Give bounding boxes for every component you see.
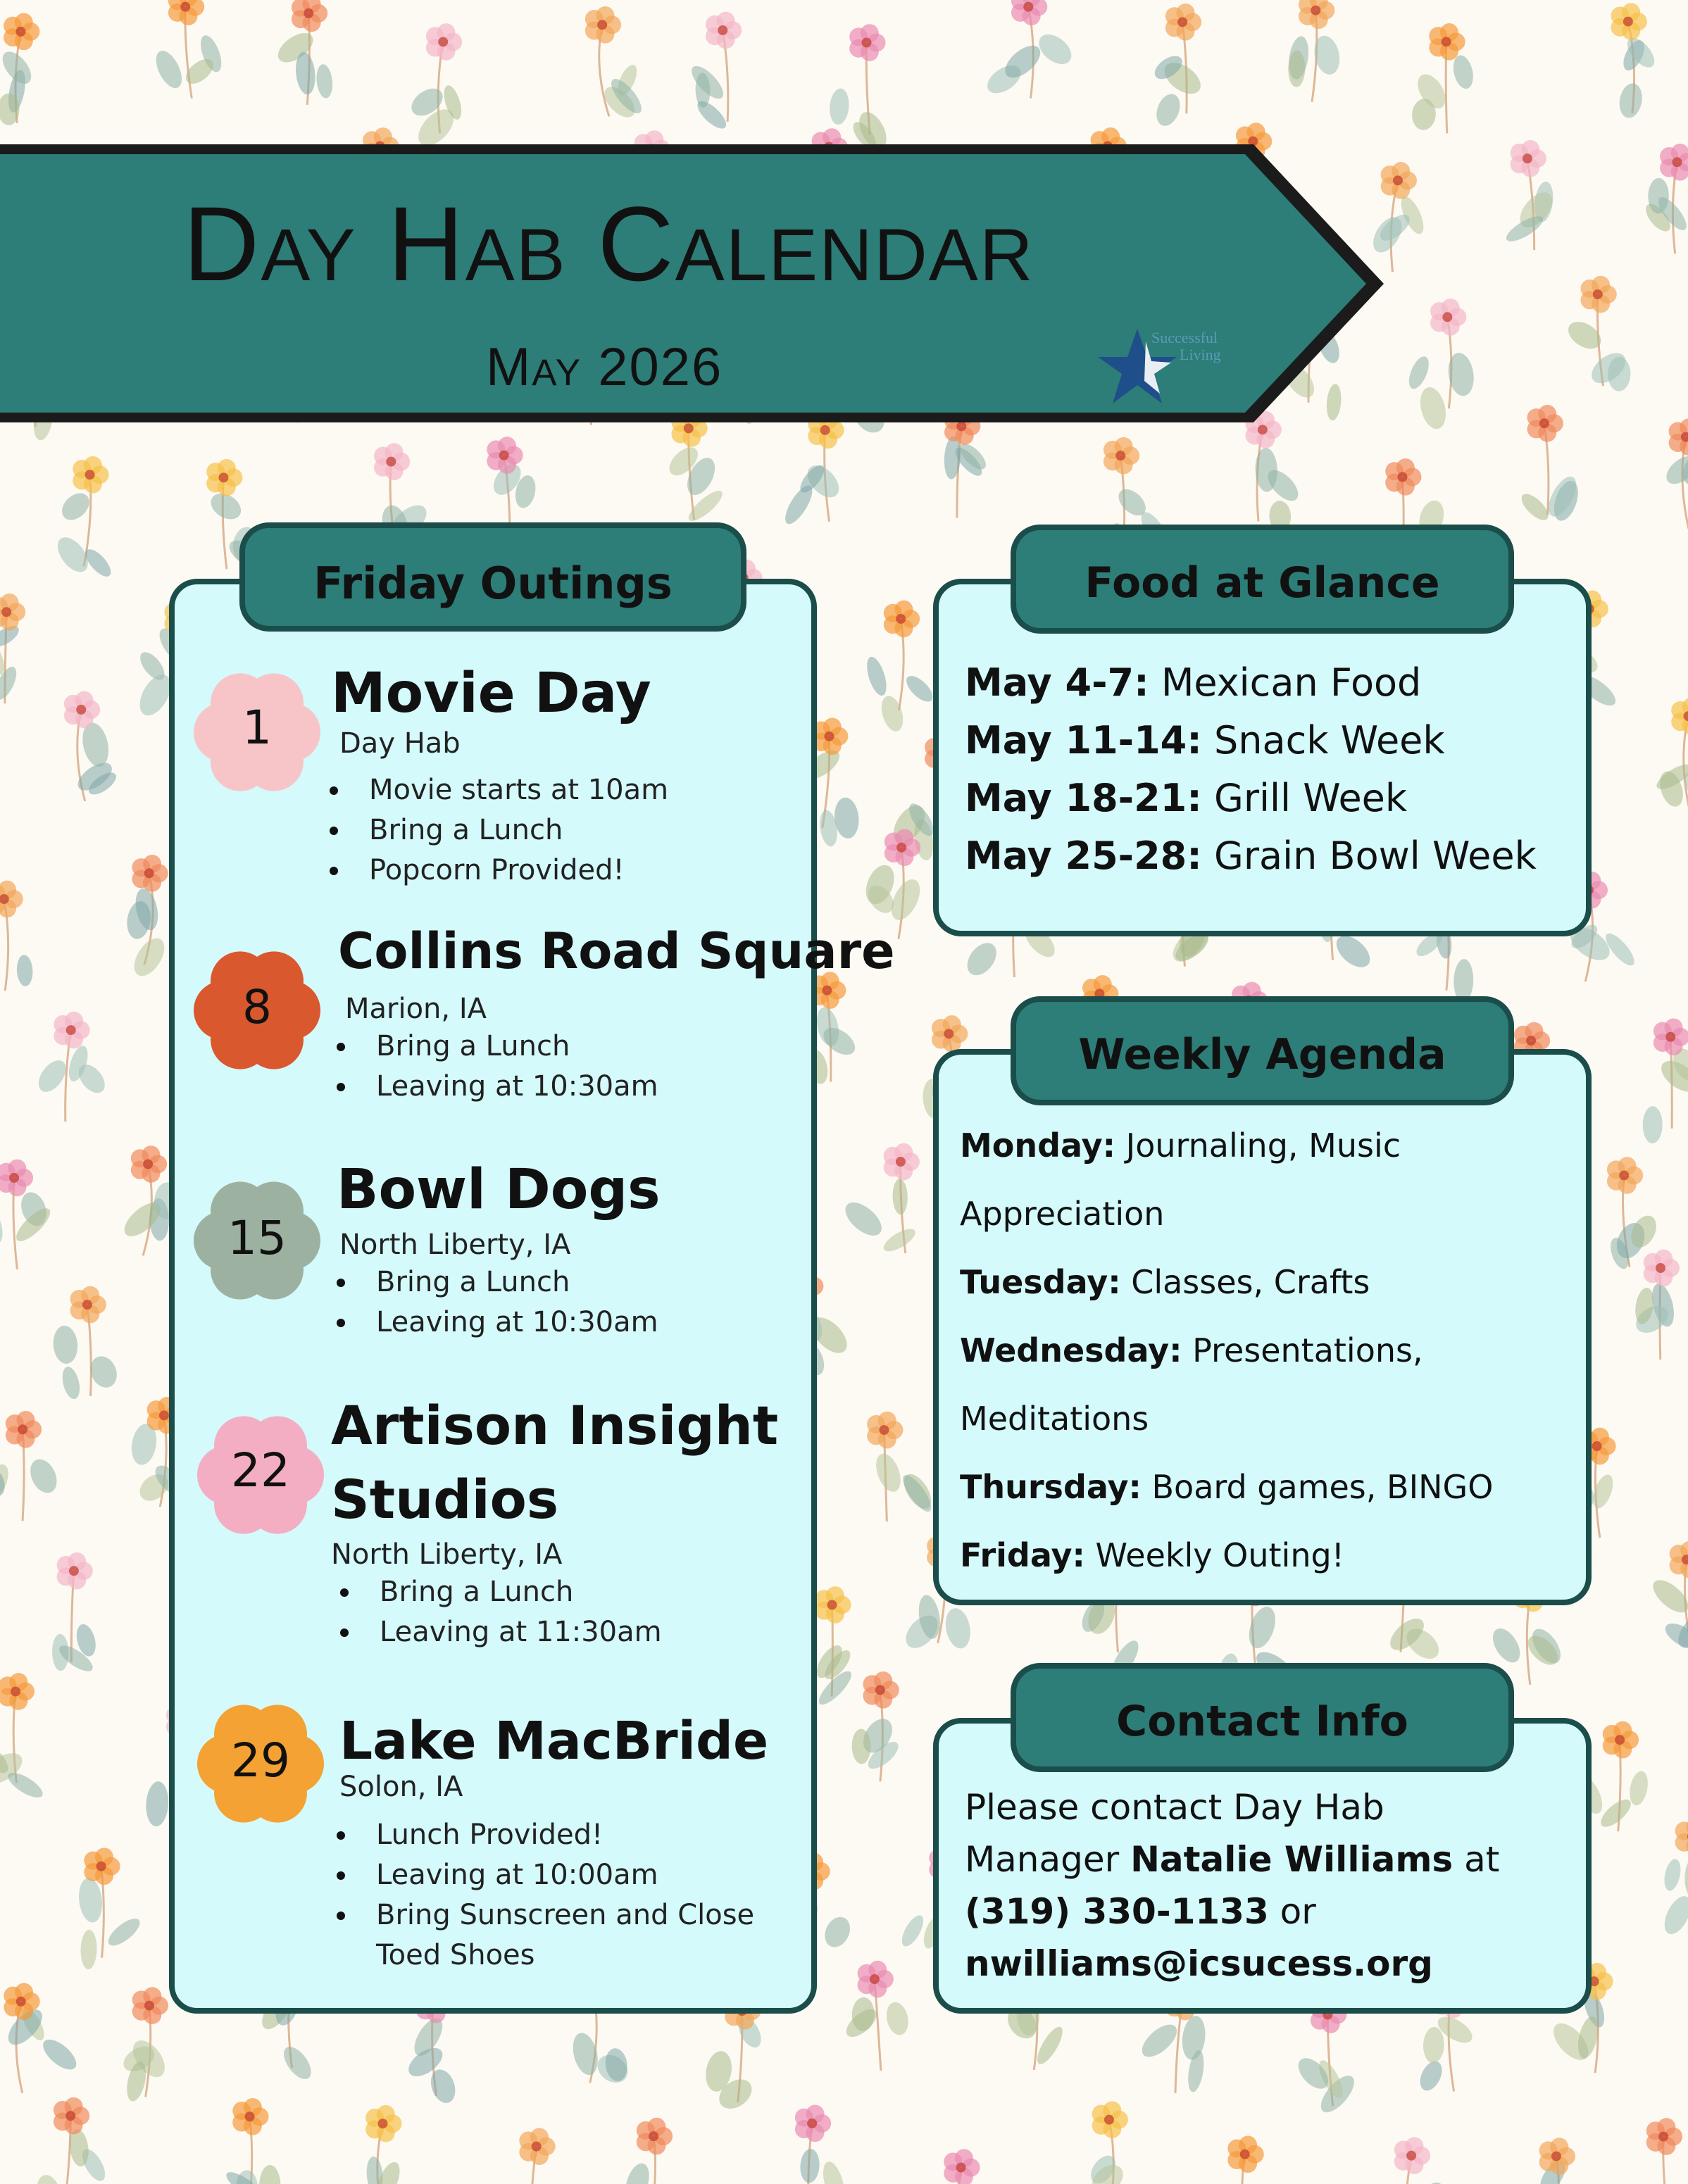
outing-detail: Bring a Lunch	[331, 1027, 658, 1067]
outing-detail: Leaving at 10:30am	[331, 1067, 658, 1107]
leaf-decoration	[1589, 1472, 1617, 1511]
outing-detail: Movie starts at 10am	[324, 770, 668, 810]
contact-prefix: Manager	[965, 1839, 1131, 1880]
food-text: Grill Week	[1201, 776, 1408, 820]
leaf-decoration	[1617, 82, 1645, 120]
flower-decoration	[1526, 1036, 1536, 1046]
flower-decoration	[76, 705, 86, 715]
food-item	[965, 834, 1537, 878]
flower-decoration	[1656, 1263, 1665, 1273]
outing-location: North Liberty, IA	[331, 1538, 563, 1571]
flower-decoration	[820, 425, 830, 435]
flower-decoration	[65, 2111, 75, 2121]
leaf-decoration	[1450, 54, 1476, 91]
food-heading: Food at Glance	[1084, 558, 1440, 608]
leaf-decoration	[1416, 384, 1450, 432]
leaf-decoration	[4, 1768, 46, 1802]
leaf-decoration	[819, 2159, 848, 2184]
leaf-decoration	[59, 1365, 82, 1401]
leaf-decoration	[1596, 1795, 1635, 1831]
flower-decoration	[1393, 175, 1403, 185]
leaf-decoration	[1659, 1892, 1688, 1938]
leaf-decoration	[892, 1179, 908, 1215]
leaf-decoration	[1610, 2180, 1647, 2184]
flower-decoration	[597, 20, 607, 30]
flower-decoration	[85, 470, 95, 479]
outing-detail: Leaving at 10:30am	[331, 1303, 658, 1343]
leaf-decoration	[942, 1606, 973, 1650]
flower-decoration	[11, 1686, 20, 1696]
friday-outings-heading: Friday Outings	[313, 558, 673, 609]
flower-decoration	[245, 2111, 255, 2121]
contact-suffix: or	[1268, 1891, 1316, 1932]
leaf-decoration	[902, 672, 937, 706]
agenda-tab	[1011, 996, 1514, 1105]
outing-detail-continued: Toed Shoes	[376, 1939, 535, 1971]
flower-decoration	[862, 38, 872, 48]
outing-title: Lake MacBride	[339, 1711, 769, 1771]
outing-location: Day Hab	[339, 727, 461, 760]
flower-decoration	[1551, 2152, 1561, 2161]
flower-decoration	[96, 1862, 106, 1871]
leaf-decoration	[38, 2034, 81, 2075]
flower-decoration	[1539, 418, 1549, 428]
agenda-friday	[960, 1536, 1344, 1574]
leaf-decoration	[1642, 1106, 1663, 1143]
flower-decoration	[956, 2163, 966, 2173]
flower-decoration	[944, 1029, 954, 1038]
flower-decoration	[870, 1974, 880, 1984]
flower-decoration	[69, 1566, 79, 1576]
leaf-decoration	[898, 1912, 927, 1950]
food-text: Grain Bowl Week	[1201, 834, 1537, 878]
flower-decoration	[827, 1600, 837, 1609]
flower-decoration	[1592, 1441, 1602, 1451]
flower-decoration	[1177, 17, 1187, 27]
leaf-decoration	[621, 2161, 653, 2184]
outing-details	[335, 1572, 662, 1652]
agenda-heading: Weekly Agenda	[1078, 1030, 1446, 1079]
flower-decoration	[304, 8, 313, 18]
flower-decoration	[896, 614, 906, 624]
flower-decoration	[896, 843, 906, 853]
outing-title: Collins Road Square	[338, 922, 895, 980]
leaf-decoration	[427, 2066, 460, 2107]
flower-decoration	[1442, 37, 1451, 46]
flower-decoration	[879, 1425, 889, 1435]
outing-title: Movie Day	[331, 662, 651, 725]
flower-decoration	[1311, 6, 1320, 15]
food-dates: May 25-28:	[965, 834, 1202, 878]
leaf-decoration	[961, 938, 1002, 981]
flower-decoration	[386, 457, 396, 467]
flower-decoration	[1240, 2150, 1250, 2159]
leaf-decoration	[1415, 2058, 1446, 2095]
flower-decoration	[66, 1025, 76, 1035]
leaf-decoration	[16, 955, 34, 987]
outing-day-number: 15	[227, 1211, 287, 1265]
leaf-decoration	[693, 97, 730, 133]
flower-decoration	[1442, 312, 1452, 322]
leaf-decoration	[315, 63, 334, 99]
flower-decoration	[718, 25, 727, 35]
outing-location: North Liberty, IA	[339, 1229, 571, 1261]
flower-decoration	[1258, 425, 1268, 434]
agenda-activities: Classes, Crafts	[1120, 1263, 1370, 1301]
flower-decoration	[1, 607, 11, 617]
contact-heading: Contact Info	[1116, 1697, 1408, 1746]
leaf-decoration	[1244, 1603, 1280, 1652]
leaf-decoration	[1423, 2026, 1445, 2063]
leaf-decoration	[884, 2000, 911, 2038]
agenda-activities: Journaling, Music	[1115, 1126, 1401, 1165]
agenda-thursday	[960, 1468, 1493, 1506]
agenda-wednesday	[960, 1331, 1423, 1369]
flower-decoration	[377, 2119, 387, 2128]
leaf-decoration	[820, 1913, 855, 1952]
outing-location: Solon, IA	[339, 1771, 463, 1803]
outing-title-continued: Studios	[331, 1468, 559, 1531]
leaf-decoration	[52, 1325, 80, 1365]
page-subtitle: May 2026	[486, 337, 723, 397]
flower-decoration	[1104, 2115, 1114, 2125]
outing-detail: Bring a Lunch	[335, 1572, 662, 1612]
leaf-decoration	[80, 1929, 97, 1969]
email-address[interactable]: nwilliams@icsucess.org	[965, 1943, 1433, 1984]
leaf-decoration	[259, 2165, 280, 2184]
flower-decoration	[144, 2001, 154, 2011]
leaf-decoration	[145, 1781, 170, 1827]
flower-decoration	[1665, 1032, 1675, 1042]
leaf-decoration	[828, 88, 850, 126]
leaf-decoration	[1627, 1769, 1650, 1807]
friday-outings-tab	[239, 522, 746, 632]
leaf-decoration	[863, 655, 891, 698]
food-dates: May 4-7:	[965, 660, 1149, 705]
flower-decoration	[807, 2119, 817, 2128]
leaf-decoration	[1684, 1857, 1688, 1900]
outing-detail: Lunch Provided!	[331, 1815, 754, 1855]
leaf-decoration	[1648, 1574, 1688, 1619]
leaf-decoration	[1137, 2019, 1182, 2062]
contact-suffix: at	[1453, 1839, 1500, 1880]
leaf-decoration	[1662, 1857, 1683, 1892]
flower-decoration	[180, 2, 190, 12]
leaf-decoration	[1213, 2180, 1254, 2184]
agenda-wednesday-continued: Meditations	[960, 1400, 1149, 1438]
leaf-decoration	[25, 1455, 62, 1497]
flower-decoration	[1615, 1735, 1625, 1745]
flower-decoration	[1658, 2132, 1668, 2142]
leaf-decoration	[1405, 353, 1433, 391]
leaf-decoration	[877, 694, 906, 734]
contact-text	[965, 1839, 1499, 1880]
flower-decoration	[1406, 2151, 1416, 2161]
flower-decoration	[1619, 1170, 1629, 1180]
contact-text	[965, 1891, 1316, 1932]
flower-decoration	[82, 1300, 92, 1310]
leaf-decoration	[57, 488, 95, 525]
flower-decoration	[499, 451, 509, 460]
food-dates: May 18-21:	[965, 776, 1202, 820]
flower-decoration	[649, 2131, 658, 2141]
food-tab	[1011, 525, 1514, 634]
outing-location: Marion, IA	[345, 993, 487, 1025]
leaf-decoration	[151, 47, 187, 92]
flower-decoration	[144, 868, 154, 878]
outing-day-number: 1	[242, 701, 272, 755]
leaf-decoration	[1180, 2014, 1208, 2061]
leaf-decoration	[799, 2148, 820, 2183]
food-dates: May 11-14:	[965, 718, 1202, 762]
food-text: Snack Week	[1201, 718, 1445, 762]
agenda-day-label: Tuesday:	[960, 1263, 1121, 1301]
outing-title: Bowl Dogs	[337, 1158, 661, 1222]
outing-detail: Bring a Lunch	[324, 810, 668, 851]
leaf-decoration	[839, 1196, 887, 1242]
email-link[interactable]	[965, 1943, 1433, 1984]
flower-decoration	[532, 2142, 542, 2152]
manager-name: Natalie Williams	[1130, 1839, 1453, 1880]
flower-decoration	[875, 1685, 885, 1695]
food-text: Mexican Food	[1149, 660, 1422, 705]
food-item	[965, 660, 1421, 705]
outing-details	[331, 1815, 754, 1976]
flower-decoration	[1023, 2, 1033, 12]
flower-decoration	[1623, 17, 1633, 27]
leaf-decoration	[1033, 28, 1077, 70]
contact-text: Please contact Day Hab	[965, 1787, 1384, 1828]
agenda-activities: Board games, BINGO	[1141, 1468, 1494, 1506]
flower-decoration	[15, 27, 25, 37]
flower-decoration	[824, 732, 834, 741]
outing-details	[324, 770, 668, 891]
flower-decoration	[9, 1173, 19, 1183]
outing-details	[331, 1262, 658, 1343]
flower-decoration	[159, 1410, 169, 1420]
leaf-decoration	[871, 1450, 905, 1495]
outing-detail: Bring Sunscreen and Close	[331, 1895, 754, 1935]
flower-decoration	[438, 37, 448, 46]
leaf-decoration	[1152, 91, 1184, 130]
agenda-activities: Presentations,	[1182, 1331, 1423, 1369]
flower-decoration	[18, 1424, 27, 1434]
agenda-day-label: Friday:	[960, 1536, 1085, 1574]
flower-decoration	[1397, 472, 1407, 482]
flower-decoration	[16, 1997, 26, 2007]
outing-detail: Bring a Lunch	[331, 1262, 658, 1303]
phone-number[interactable]: (319) 330-1133	[965, 1891, 1269, 1932]
flower-decoration	[822, 986, 832, 996]
outing-title: Artison Insight	[331, 1394, 779, 1457]
outing-details	[331, 1027, 658, 1107]
agenda-day-label: Monday:	[960, 1126, 1116, 1165]
flower-decoration	[1115, 451, 1125, 460]
leaf-decoration	[1487, 1624, 1525, 1667]
leaf-decoration	[880, 1224, 918, 1255]
outing-detail: Popcorn Provided!	[324, 851, 668, 891]
leaf-decoration	[278, 2042, 316, 2083]
leaf-decoration	[104, 1914, 144, 1950]
outing-day-number: 8	[242, 980, 272, 1034]
contact-tab	[1011, 1663, 1514, 1772]
outing-detail: Leaving at 10:00am	[331, 1855, 754, 1895]
agenda-tuesday	[960, 1263, 1370, 1301]
leaf-decoration	[32, 2173, 65, 2184]
flower-decoration	[218, 472, 228, 482]
leaf-decoration	[1406, 2177, 1449, 2184]
flower-decoration	[1672, 157, 1682, 167]
outing-detail: Leaving at 11:30am	[335, 1612, 662, 1652]
flower-decoration	[1523, 153, 1532, 163]
food-item	[965, 776, 1407, 820]
agenda-activities: Weekly Outing!	[1084, 1536, 1345, 1574]
flower-decoration	[143, 1159, 153, 1169]
flower-decoration	[896, 1157, 906, 1167]
logo-text: Successful Living	[1151, 329, 1221, 363]
outing-day-number: 22	[231, 1443, 290, 1498]
page-title: Day Hab Calendar	[183, 184, 1034, 303]
food-item	[965, 718, 1445, 762]
outing-day-number: 29	[231, 1733, 290, 1788]
agenda-day-label: Thursday:	[960, 1468, 1142, 1506]
flower-decoration	[1593, 289, 1603, 299]
agenda-day-label: Wednesday:	[960, 1331, 1182, 1369]
agenda-monday-continued: Appreciation	[960, 1195, 1165, 1233]
leaf-decoration	[0, 1210, 6, 1245]
agenda-monday	[960, 1126, 1401, 1165]
